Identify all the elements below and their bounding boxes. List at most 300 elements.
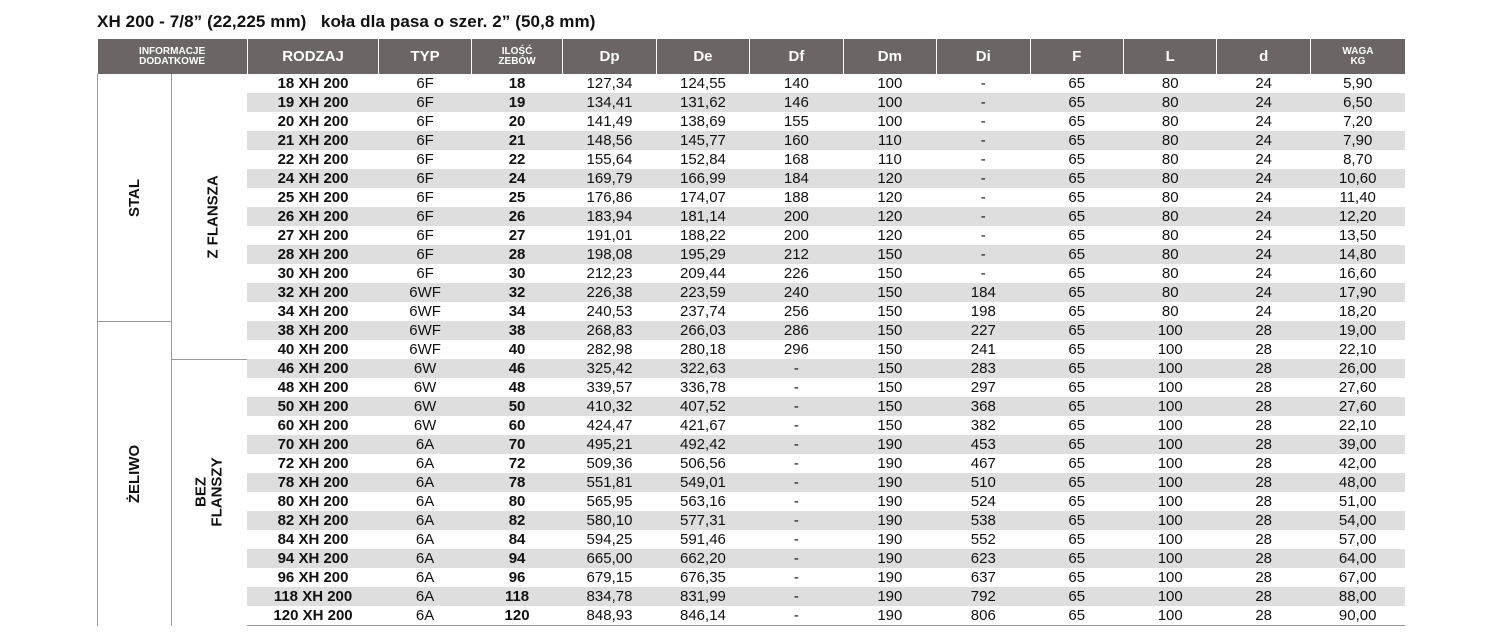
table-cell: 80 xyxy=(1161,303,1179,320)
table-cell: 100 xyxy=(1123,511,1216,530)
table-cell: 34 XH 200 xyxy=(277,303,349,320)
header-l: L xyxy=(1123,39,1216,74)
table-row xyxy=(98,264,1406,283)
table-cell: 150 xyxy=(877,417,903,434)
table-cell: 100 xyxy=(1123,359,1216,378)
table-cell: 65 xyxy=(1068,189,1086,206)
table-cell: - xyxy=(750,606,843,626)
table-cell: 65 xyxy=(1068,417,1086,434)
table-cell: 6A xyxy=(379,473,471,492)
table-cell: 46 xyxy=(471,359,562,378)
table-cell: 6F xyxy=(379,169,471,188)
table-cell: 155,64 xyxy=(586,151,633,168)
table-cell: - xyxy=(750,435,843,454)
table-cell: 6F xyxy=(379,207,471,226)
table-row xyxy=(98,112,1406,131)
table-cell: 100 xyxy=(1123,321,1216,340)
table-cell: 65 xyxy=(1030,606,1123,626)
table-cell: 30 XH 200 xyxy=(277,265,349,282)
table-cell: 28 xyxy=(1255,417,1272,434)
table-cell: 28 xyxy=(1217,473,1310,492)
table-cell: 65 xyxy=(1030,283,1123,302)
table-cell: 70 XH 200 xyxy=(247,435,379,454)
table-cell: 131,62 xyxy=(656,93,749,112)
table-cell: 25 XH 200 xyxy=(277,189,349,206)
category-material-stal xyxy=(98,74,172,321)
category-label: Z FLANSZA xyxy=(205,175,223,259)
table-cell: 80 xyxy=(1123,169,1216,188)
header-di: Di xyxy=(937,39,1030,74)
table-cell: 200 xyxy=(783,227,809,244)
table-cell: 25 xyxy=(508,189,526,206)
table-cell: 169,79 xyxy=(563,169,656,188)
table-cell: 297 xyxy=(970,379,996,396)
table-cell: 492,42 xyxy=(656,435,749,454)
table-cell: 28 xyxy=(1255,341,1272,358)
table-cell: 21 xyxy=(471,131,562,150)
table-row xyxy=(98,359,1406,378)
table-cell: 80 xyxy=(1161,113,1179,130)
table-cell: 336,78 xyxy=(680,379,726,396)
table-cell: 32 XH 200 xyxy=(247,283,379,302)
category-flange-z-flansza xyxy=(172,74,247,359)
table-cell: 792 xyxy=(937,587,1030,606)
table-cell: 28 xyxy=(1255,493,1272,510)
table-cell: 24 xyxy=(1255,227,1272,244)
table-cell: 190 xyxy=(843,587,936,606)
table-row xyxy=(98,530,1406,549)
table-cell: 19 XH 200 xyxy=(247,93,379,112)
category-material-zeliwo xyxy=(98,321,172,626)
table-cell: 168 xyxy=(783,151,809,168)
table-cell: 296 xyxy=(783,341,809,358)
table-cell: 806 xyxy=(937,606,1030,626)
table-cell: 72 XH 200 xyxy=(277,455,349,472)
header-typ: TYP xyxy=(379,39,471,74)
table-cell: 831,99 xyxy=(656,587,749,606)
table-cell: 65 xyxy=(1030,397,1123,416)
table-cell: 16,60 xyxy=(1338,265,1377,282)
header-dm: Dm xyxy=(843,39,936,74)
page-title: XH 200 - 7/8” (22,225 mm) koła dla pasa o szer. 2” (50,8 mm) xyxy=(97,12,596,31)
table-cell: 141,49 xyxy=(586,113,633,130)
table-cell: 94 XH 200 xyxy=(247,549,379,568)
table-cell: 6F xyxy=(416,75,434,92)
table-cell: 80 xyxy=(1161,227,1179,244)
table-cell: 6A xyxy=(415,493,435,510)
table-cell: - xyxy=(937,131,1030,150)
table-cell: 60 xyxy=(508,417,526,434)
table-cell: 150 xyxy=(843,283,936,302)
table-cell: 188,22 xyxy=(680,227,726,244)
table-row xyxy=(98,74,1406,93)
table-row xyxy=(98,283,1406,302)
table-cell: 65 xyxy=(1068,265,1086,282)
table-cell: - xyxy=(793,531,799,548)
table-cell: 39,00 xyxy=(1310,435,1405,454)
table-cell: 20 XH 200 xyxy=(277,113,349,130)
category-label: BEZ FLANSZY xyxy=(192,457,226,527)
table-cell: 24 XH 200 xyxy=(247,169,379,188)
table-cell: 134,41 xyxy=(563,93,656,112)
table-cell: 26 XH 200 xyxy=(247,207,379,226)
table-cell: - xyxy=(980,265,986,282)
table-cell: - xyxy=(980,75,986,92)
table-cell: 28 xyxy=(1217,549,1310,568)
table-cell: 65 xyxy=(1068,455,1086,472)
table-cell: 82 XH 200 xyxy=(247,511,379,530)
category-label: ŻELIWO xyxy=(125,444,143,504)
table-cell: 100 xyxy=(1157,455,1183,472)
table-cell: 48 XH 200 xyxy=(277,379,349,396)
table-cell: 6A xyxy=(379,511,471,530)
table-cell: 46 XH 200 xyxy=(247,359,379,378)
table-cell: 100 xyxy=(1123,606,1216,626)
table-cell: 80 XH 200 xyxy=(277,493,349,510)
table-cell: 65 xyxy=(1068,531,1086,548)
table-cell: 6WF xyxy=(409,303,441,320)
table-cell: 190 xyxy=(843,473,936,492)
table-cell: 7,20 xyxy=(1343,113,1373,130)
header-df: Df xyxy=(750,39,843,74)
table-cell: 524 xyxy=(970,493,996,510)
table-cell: 594,25 xyxy=(586,531,633,548)
header-d: d xyxy=(1217,39,1310,74)
table-cell: 19,00 xyxy=(1310,321,1405,340)
table-cell: 834,78 xyxy=(563,587,656,606)
table-cell: - xyxy=(980,189,986,206)
table-row xyxy=(98,606,1406,626)
table-cell: 410,32 xyxy=(563,397,656,416)
table-cell: 100 xyxy=(1157,531,1183,548)
table-cell: 495,21 xyxy=(563,435,656,454)
table-cell: 268,83 xyxy=(563,321,656,340)
table-cell: 24 xyxy=(1255,75,1272,92)
table-cell: 6W xyxy=(413,417,437,434)
table-cell: 27 xyxy=(508,227,526,244)
table-cell: 26 xyxy=(471,207,562,226)
table-cell: 190 xyxy=(843,606,936,626)
table-row xyxy=(98,511,1406,530)
table-cell: 240 xyxy=(750,283,843,302)
table-cell: 280,18 xyxy=(680,341,726,358)
table-cell: 27 XH 200 xyxy=(277,227,349,244)
table-cell: 24 xyxy=(1217,131,1310,150)
table-cell: 8,70 xyxy=(1343,151,1373,168)
table-cell: 6A xyxy=(379,587,471,606)
table-cell: 198 xyxy=(970,303,996,320)
table-cell: 190 xyxy=(877,569,903,586)
table-cell: 100 xyxy=(1157,379,1183,396)
table-cell: 50 XH 200 xyxy=(247,397,379,416)
table-cell: 6,50 xyxy=(1310,93,1405,112)
table-cell: 6F xyxy=(416,265,434,282)
table-cell: 54,00 xyxy=(1310,511,1405,530)
table-cell: 325,42 xyxy=(563,359,656,378)
table-cell: - xyxy=(937,93,1030,112)
category-flange-bez-flanszy xyxy=(172,359,247,626)
table-cell: 637 xyxy=(970,569,996,586)
table-cell: 538 xyxy=(937,511,1030,530)
table-cell: 80 xyxy=(1123,245,1216,264)
table-cell: 200 xyxy=(750,207,843,226)
table-cell: 226,38 xyxy=(563,283,656,302)
table-cell: 6A xyxy=(415,455,435,472)
table-cell: 577,31 xyxy=(656,511,749,530)
table-cell: 188 xyxy=(783,189,809,206)
table-cell: 48 xyxy=(508,379,526,396)
table-cell: 848,93 xyxy=(563,606,656,626)
table-cell: 198,08 xyxy=(563,245,656,264)
table-cell: 6F xyxy=(379,131,471,150)
table-cell: 212,23 xyxy=(586,265,633,282)
table-cell: 28 xyxy=(1217,511,1310,530)
table-cell: 17,90 xyxy=(1310,283,1405,302)
table-cell: 407,52 xyxy=(656,397,749,416)
table-cell: 27,60 xyxy=(1310,397,1405,416)
table-cell: 80 xyxy=(1161,151,1179,168)
table-row xyxy=(98,150,1406,169)
table-cell: 138,69 xyxy=(680,113,726,130)
table-cell: 226 xyxy=(783,265,809,282)
table-cell: 256 xyxy=(783,303,809,320)
header-info: INFORMACJE DODATKOWE xyxy=(98,39,248,74)
table-cell: 6W xyxy=(379,359,471,378)
table-cell: 84 XH 200 xyxy=(277,531,349,548)
table-cell: - xyxy=(750,549,843,568)
table-cell: 22,10 xyxy=(1338,341,1377,358)
table-cell: - xyxy=(750,397,843,416)
table-cell: 160 xyxy=(750,131,843,150)
table-cell: 120 xyxy=(877,189,903,206)
table-cell: 209,44 xyxy=(680,265,726,282)
table-cell: 100 xyxy=(1123,473,1216,492)
table-cell: 6A xyxy=(379,606,471,626)
table-cell: 339,57 xyxy=(586,379,633,396)
table-cell: 110 xyxy=(877,151,902,168)
table-cell: 48,00 xyxy=(1310,473,1405,492)
table-cell: 13,50 xyxy=(1338,227,1377,244)
table-cell: 100 xyxy=(877,113,903,130)
table-cell: 140 xyxy=(783,75,809,92)
table-cell: 565,95 xyxy=(586,493,633,510)
table-cell: 5,90 xyxy=(1343,75,1373,92)
header-de: De xyxy=(656,39,749,74)
table-row xyxy=(98,188,1406,207)
table-cell: 78 xyxy=(471,473,562,492)
table-cell: - xyxy=(980,227,986,244)
table-cell: 38 xyxy=(471,321,562,340)
table-cell: 6F xyxy=(416,189,434,206)
table-cell: 11,40 xyxy=(1339,189,1376,206)
table-cell: 24 xyxy=(1217,283,1310,302)
table-cell: 57,00 xyxy=(1338,531,1377,548)
table-cell: 190 xyxy=(843,511,936,530)
table-cell: 96 XH 200 xyxy=(277,569,349,586)
table-cell: 120 xyxy=(471,606,562,626)
table-cell: 148,56 xyxy=(563,131,656,150)
table-cell: 510 xyxy=(937,473,1030,492)
header-dp: Dp xyxy=(563,39,656,74)
table-cell: 10,60 xyxy=(1310,169,1405,188)
table-cell: 120 xyxy=(843,169,936,188)
table-cell: 65 xyxy=(1068,379,1086,396)
table-cell: 22,10 xyxy=(1338,417,1377,434)
table-cell: 6W xyxy=(379,397,471,416)
table-cell: 28 xyxy=(1217,606,1310,626)
table-cell: 467 xyxy=(970,455,996,472)
table-cell: 18,20 xyxy=(1338,303,1377,320)
table-cell: - xyxy=(793,417,799,434)
table-cell: 65 xyxy=(1068,113,1086,130)
table-row xyxy=(98,302,1406,321)
table-cell: 88,00 xyxy=(1310,587,1405,606)
table-cell: 150 xyxy=(843,397,936,416)
table-cell: 28 xyxy=(1255,455,1272,472)
table-cell: 146 xyxy=(750,93,843,112)
table-cell: 65 xyxy=(1030,549,1123,568)
table-cell: 150 xyxy=(877,379,903,396)
table-cell: 21 XH 200 xyxy=(247,131,379,150)
table-cell: 6WF xyxy=(379,283,471,302)
table-cell: 65 xyxy=(1068,493,1086,510)
table-cell: 80 xyxy=(1123,131,1216,150)
table-cell: 150 xyxy=(877,265,903,282)
table-cell: 100 xyxy=(1157,341,1183,358)
table-cell: 166,99 xyxy=(656,169,749,188)
table-cell: 80 xyxy=(1123,283,1216,302)
table-cell: - xyxy=(793,493,799,510)
table-cell: 28 xyxy=(1255,569,1272,586)
table-cell: 266,03 xyxy=(656,321,749,340)
table-cell: 212 xyxy=(750,245,843,264)
table-cell: 20 xyxy=(508,113,526,130)
table-cell: 382 xyxy=(970,417,996,434)
table-cell: - xyxy=(750,511,843,530)
table-cell: 286 xyxy=(750,321,843,340)
table-cell: 580,10 xyxy=(563,511,656,530)
table-cell: 51,00 xyxy=(1338,493,1377,510)
header-waga: WAGA KG xyxy=(1310,39,1405,74)
table-cell: 240,53 xyxy=(586,303,633,320)
table-cell: 24 xyxy=(1255,151,1272,168)
table-cell: 100 xyxy=(877,75,903,92)
table-cell: 67,00 xyxy=(1338,569,1377,586)
table-cell: 24 xyxy=(1217,169,1310,188)
table-row xyxy=(98,397,1406,416)
table-cell: 18 xyxy=(508,75,526,92)
table-row xyxy=(98,321,1406,340)
table-cell: 28 xyxy=(1255,531,1272,548)
table-cell: 24 xyxy=(1255,113,1272,130)
table-cell: 18 XH 200 xyxy=(277,75,349,92)
table-cell: 190 xyxy=(877,455,903,472)
table-row xyxy=(98,549,1406,568)
table-cell: 70 xyxy=(471,435,562,454)
table-row xyxy=(98,169,1406,188)
table-cell: 6A xyxy=(415,569,435,586)
table-cell: 24 xyxy=(1255,189,1272,206)
table-cell: 28 xyxy=(1217,435,1310,454)
table-cell: 65 xyxy=(1068,303,1086,320)
table-cell: 24 xyxy=(471,169,562,188)
table-cell: 6W xyxy=(413,379,437,396)
table-cell: 591,46 xyxy=(680,531,726,548)
table-cell: 424,47 xyxy=(586,417,633,434)
table-cell: 150 xyxy=(843,245,936,264)
table-cell: 6F xyxy=(379,93,471,112)
table-cell: 120 XH 200 xyxy=(247,606,379,626)
table-cell: - xyxy=(750,473,843,492)
table-cell: 84 xyxy=(508,531,526,548)
table-cell: 38 XH 200 xyxy=(247,321,379,340)
table-cell: 6A xyxy=(379,549,471,568)
table-cell: 65 xyxy=(1030,587,1123,606)
table-cell: 563,16 xyxy=(680,493,726,510)
table-cell: 100 xyxy=(1157,417,1183,434)
table-row xyxy=(98,93,1406,112)
table-cell: 623 xyxy=(937,549,1030,568)
table-cell: 662,20 xyxy=(656,549,749,568)
table-cell: 152,84 xyxy=(680,151,726,168)
table-cell: 65 xyxy=(1030,207,1123,226)
table-cell: 100 xyxy=(1157,493,1183,510)
table-cell: 65 xyxy=(1030,473,1123,492)
table-cell: 65 xyxy=(1068,569,1086,586)
table-row xyxy=(98,131,1406,150)
table-cell: 190 xyxy=(843,549,936,568)
table-cell: 549,01 xyxy=(656,473,749,492)
table-cell: 453 xyxy=(937,435,1030,454)
table-cell: 190 xyxy=(877,531,903,548)
table-cell: 26,00 xyxy=(1310,359,1405,378)
table-cell: 14,80 xyxy=(1310,245,1405,264)
header-rodzaj: RODZAJ xyxy=(247,39,379,74)
table-cell: 28 xyxy=(1217,359,1310,378)
table-row xyxy=(98,245,1406,264)
table-cell: 72 xyxy=(508,455,526,472)
table-cell: 6F xyxy=(416,113,434,130)
table-cell: 150 xyxy=(843,359,936,378)
table-cell: 80 xyxy=(1161,265,1179,282)
table-cell: 282,98 xyxy=(586,341,633,358)
header-f: F xyxy=(1030,39,1123,74)
table-cell: - xyxy=(793,379,799,396)
table-row xyxy=(98,416,1406,435)
table-cell: 30 xyxy=(508,265,526,282)
table-cell: - xyxy=(750,587,843,606)
table-cell: 65 xyxy=(1030,93,1123,112)
table-cell: 676,35 xyxy=(680,569,726,586)
table-row xyxy=(98,473,1406,492)
table-cell: 27,60 xyxy=(1338,379,1377,396)
table-cell: 65 xyxy=(1030,245,1123,264)
table-cell: 100 xyxy=(1123,587,1216,606)
table-cell: 7,90 xyxy=(1310,131,1405,150)
table-cell: - xyxy=(793,569,799,586)
table-row xyxy=(98,568,1406,587)
table-cell: 174,07 xyxy=(680,189,726,206)
table-cell: 100 xyxy=(1123,397,1216,416)
table-cell: 60 XH 200 xyxy=(277,417,349,434)
table-cell: 80 xyxy=(508,493,526,510)
table-cell: 127,34 xyxy=(586,75,633,92)
table-cell: 65 xyxy=(1030,131,1123,150)
table-cell: - xyxy=(980,113,986,130)
table-cell: 80 xyxy=(1161,75,1179,92)
table-cell: 184 xyxy=(750,169,843,188)
table-cell: 94 xyxy=(471,549,562,568)
